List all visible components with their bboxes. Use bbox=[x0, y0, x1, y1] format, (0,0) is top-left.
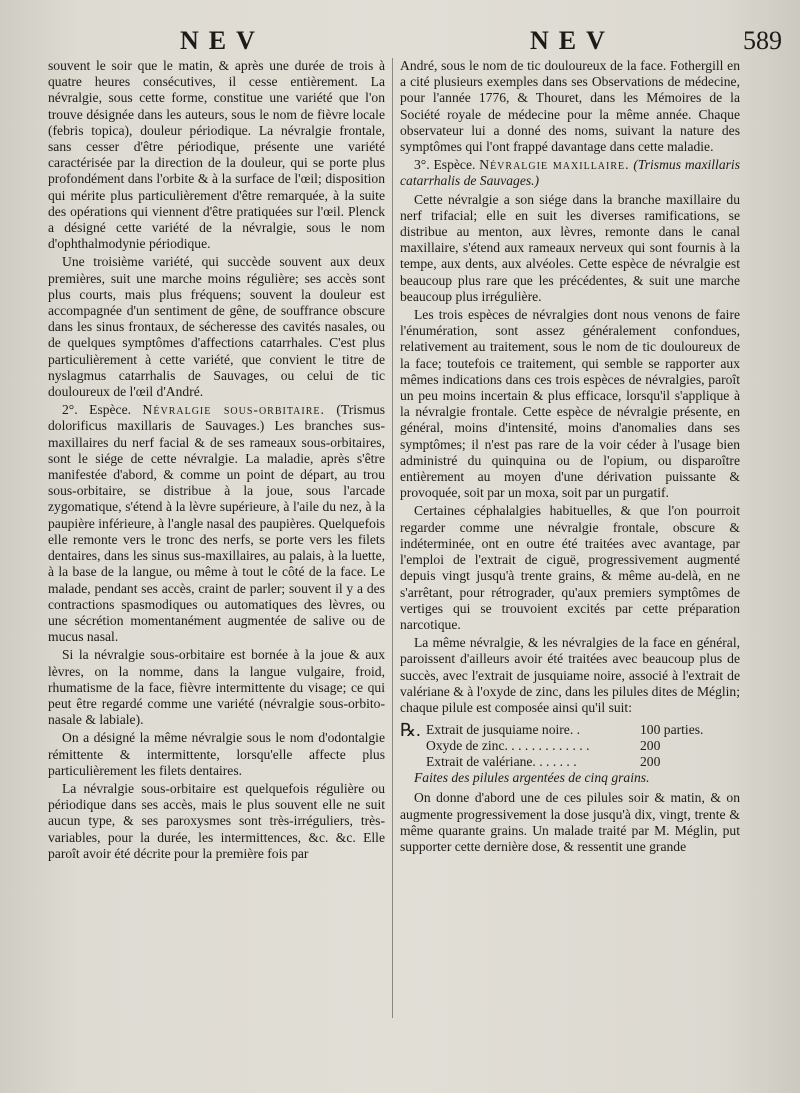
right-column bbox=[400, 58, 740, 857]
right-paragraph-4: Les trois espèces de névralgies dont nous venons de faire l'énumération, sont assez généralement confondues, relativement au traitement, sous le nom de tic douloureux de la face; toutefois ce traitement, qui semble se rapporter aux mêmes indications dans ces trois espèces de névralgies, paroît un peu moins incertain & plus efficace, lorsqu'il s'applique à la névralgie frontale. Cette espèce de névralgie présente, en général, moins d'intensité, moins d'anomalies dans ses symptômes; il n'est pas rare de la voir céder à l'usage bien administré du quinquina ou de l'opium, ou disparoître entièrement au moyen d'une dérivation puissante & provoquée, soit par un moxa, soit par un purgatif. bbox=[400, 307, 740, 501]
page-number: 589 bbox=[743, 26, 782, 55]
right-paragraph-6: La même névralgie, & les névralgies de la face en général, paroissent d'ailleurs avoir été traitées avec beaucoup plus de succès, avec l'extrait de jusquiame noire, associé à l'extrait de valériane & à l'oxyde de zinc, dans les pilules dites de Méglin; chaque pilule est composée ainsi qu'il suit: bbox=[400, 635, 740, 715]
left-paragraph-3 bbox=[48, 402, 385, 645]
right-paragraph-3: Cette névralgie a son siége dans la branche maxillaire du nerf trifacial; elle en suit les diverses ramifications, se distribue au menton, aux lèvres, remonte dans le canal maxillaire, s'étend aux rameaux nerveux qui sont fournis à la tempe, aux dents, aux alvéoles. Cette espèce de névralgie est beaucoup plus rare que les précédentes, & suit une marche beaucoup plus irrégulière. bbox=[400, 191, 740, 304]
species-text-2: (Trismus dolorificus maxillaris de Sauvages.) Les branches sus-maxillaires du nerf facial & de ses rameaux sous-orbitaires, sont le siége de cette névralgie. La maladie, après s'être manifestée d'abord, & comme un point de départ, au trou sous-orbitaire, se distribue à la joue, sous l'arcade zygomatique, s'étend à la lèvre supérieure, à l'aile du nez, à la paupière inférieure, à l'angle nasal des paupières. Quelquefois elle remonte vers le tronc des nerfs, se porte vers les filets dentaires, dans les sinus sus-maxillaires, au palais, à la luette, à la base de la langue, ou même à tout le côté de la face. Le malade, pendant ses accès, craint de parler; souvent il y a des contractions spasmodiques ou automatiques des lèvres, ou une sécrétion momentanément augmentée de salive ou de mucus nasal. bbox=[48, 402, 386, 645]
formula-row bbox=[400, 754, 740, 770]
species-title-2: Névralgie sous-orbitaire. bbox=[142, 402, 325, 418]
right-paragraph-2 bbox=[400, 157, 740, 189]
column-divider bbox=[392, 58, 393, 1018]
species-label-3: 3°. Espèce. bbox=[414, 157, 476, 173]
left-column bbox=[48, 58, 385, 864]
left-paragraph-2: Une troisième variété, qui succède souvent aux deux premières, suit une marche moins régulière; ses accès sont plus courts, mais plus fréquens; souvent la douleur est accompagnée d'un sentiment de gêne, de souffrance obscure dans les sinus frontaux, de sécheresse des cavités nasales, ou de quelques symptômes d'affections catarrhales. C'est plus particulièrement à cette variété, que convient le titre de nyslagmus catarrhalis de Sauvages, ou celui de tic douloureux de l'œil d'André. bbox=[48, 254, 385, 400]
prescription-formula bbox=[400, 722, 740, 786]
formula-note: Faites des pilules argentées de cinq grains. bbox=[414, 770, 650, 786]
right-paragraph-7: On donne d'abord une de ces pilules soir & matin, & on augmente progressivement la dose jusqu'à dix, vingt, trente & même quarante grains. Un malade traité par M. Méglin, put supporter cette dernière dose, & ressentit une grande bbox=[400, 790, 740, 854]
formula-row bbox=[400, 720, 740, 741]
recipe-symbol: ℞. bbox=[400, 720, 421, 741]
running-head bbox=[0, 26, 800, 62]
formula-ingredient: Extrait de jusquiame noire. . bbox=[426, 722, 581, 738]
right-paragraph-5: Certaines céphalalgies habituelles, & que l'on pourroit regarder comme une névralgie frontale, obscure & indéterminée, ont en outre été traitées avec avantage, par l'emploi de l'extrait de ciguë, progressivement augmenté depuis vingt jusqu'à trente grains, & même au-delà, en ne s'arrêtant, pour rétrograder, qu'aux premiers symptômes de vertiges qui se trouvoient excités par cette préparation narcotique. bbox=[400, 503, 740, 632]
formula-row bbox=[400, 738, 740, 754]
right-paragraph-1: André, sous le nom de tic douloureux de la face. Fothergill en a cité plusieurs exemples dans ses Observations de médecine, pour l'année 1776, & Thouret, dans les Mémoires de la Société royale de médecine pour la même année. Chaque observateur lui a donné des noms, suivant la nature des symptômes qui l'ont frappé davantage dans cette maladie. bbox=[400, 58, 740, 155]
left-paragraph-5: On a désigné la même névralgie sous le nom d'odontalgie rémittente & intermittente, lorsqu'elle affecte plus particulièrement les filets dentaires. bbox=[48, 730, 385, 778]
left-paragraph-6: La névralgie sous-orbitaire est quelquefois régulière ou périodique dans ses accès, mais le plus souvent elle ne suit aucun type, & ses paroxysmes sont très-irréguliers, très-variables, pour la durée, les intermittences, &c. &c. Elle paroît avoir été décrite pour la première fois par bbox=[48, 780, 385, 861]
formula-quantity: 200 bbox=[640, 738, 661, 754]
formula-quantity: 100 parties. bbox=[640, 722, 704, 738]
running-head-left: NEV bbox=[180, 26, 265, 55]
formula-ingredient: Oxyde de zinc. . . . . . . . . . . . . bbox=[426, 738, 590, 754]
formula-ingredient: Extrait de valériane. . . . . . . bbox=[426, 754, 577, 770]
left-paragraph-1: souvent le soir que le matin, & après une durée de trois à quatre heures consécutives, il cesse entièrement. La névralgie, sous cette forme, constitue une variété que l'on trouve désignée dans les auteurs, sous le nom de fièvre locale (febris topica), douleur périodique. La névralgie frontale, sans cesser d'être périodique, présente une variété caractérisée par la direction de la douleur, qui se porte plus profondément dans l'orbite & à la surface de l'œil; disposition qui mérite plus particulièrement d'être remarquée, à la suite des opérations qui viennent d'être pratiquées sur l'œil. Plenck a désigné cette variété de la névralgie, sous le nom d'ophthalmodynie périodique. bbox=[48, 58, 385, 252]
species-title-3: Névralgie maxillaire. bbox=[479, 157, 630, 173]
left-paragraph-4: Si la névralgie sous-orbitaire est bornée à la joue & aux lèvres, on la nomme, dans la langue vulgaire, froid, rhumatisme de la face, fièvre intermittente du visage; ce qui peut être regardé comme une variété (névralgie sous-orbito-nasale & labiale). bbox=[48, 647, 385, 728]
running-head-right: NEV bbox=[530, 26, 615, 55]
species-label-2: 2°. Espèce. bbox=[62, 402, 132, 418]
formula-quantity: 200 bbox=[640, 754, 661, 770]
species-subtitle-3: (Trismus maxillaris catarrhalis de Sauvages.) bbox=[400, 157, 740, 189]
